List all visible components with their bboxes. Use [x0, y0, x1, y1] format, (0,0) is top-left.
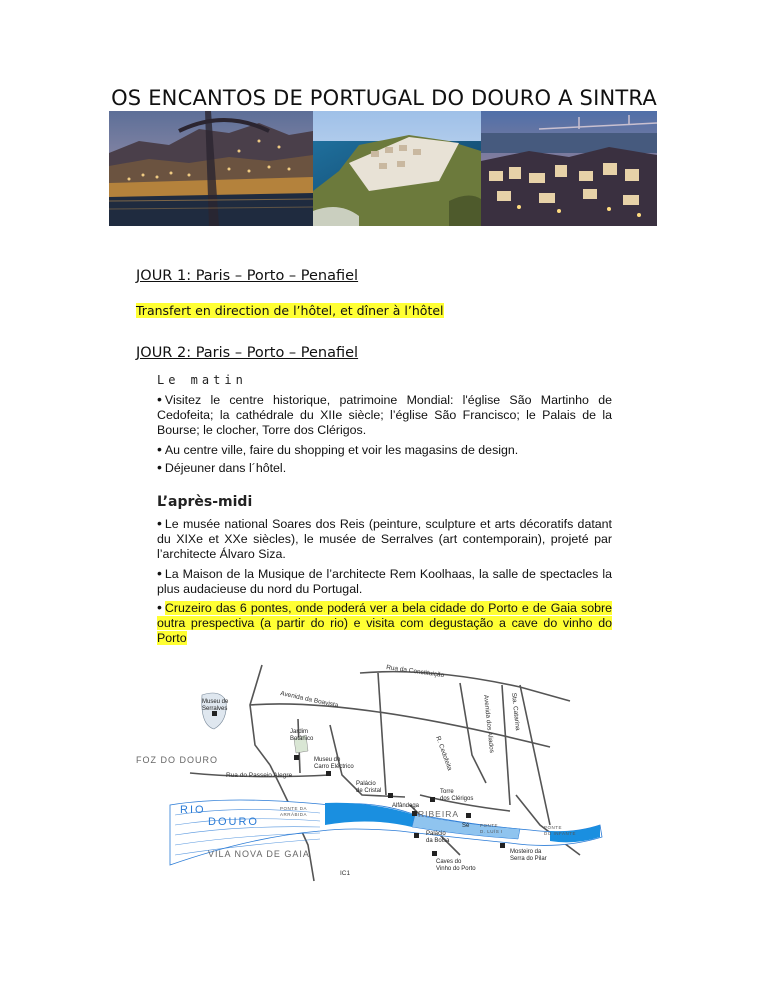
bullet-icon: • — [157, 515, 162, 531]
place-bolsa-1: Palácio — [426, 831, 446, 837]
bridge-arrabida-1: PONTE DA — [280, 806, 308, 811]
morning-item-text: Déjeuner dans l´hôtel. — [164, 461, 287, 475]
day1-transfer-text: Transfert en direction de l’hôtel, et dîner à l’hôtel — [136, 303, 444, 318]
morning-item — [157, 392, 612, 438]
banner-photo-collage — [109, 111, 657, 226]
area-gaia: VILA NOVA DE GAIA — [208, 849, 310, 859]
place-torre-1: Torre — [440, 789, 454, 795]
area-foz: FOZ DO DOURO — [136, 755, 218, 765]
street-cedofeita: R. Cedofeita — [434, 735, 454, 772]
place-carro-2: Carro Eléctrico — [314, 764, 354, 770]
morning-heading: Le matin — [157, 373, 247, 387]
bridge-arrabida-2: ARRÁBIDA — [280, 812, 308, 817]
bullet-icon: • — [157, 565, 162, 581]
place-serralves-1: Museu de — [202, 699, 229, 705]
place-palacio-2: de Cristal — [356, 788, 382, 794]
place-caves-2: Vinho do Porto — [436, 866, 476, 872]
place-torre-2: dos Clérigos — [440, 796, 474, 802]
morning-item-text: Au centre ville, faire du shopping et voir les magasins de design. — [164, 443, 519, 457]
street-catarina: Sta. Catarina — [510, 692, 521, 731]
afternoon-heading: L’après-midi — [157, 494, 253, 510]
place-serralves-2: Serralves — [202, 706, 228, 712]
bullet-icon: • — [157, 599, 162, 615]
coastal-village-photo — [313, 111, 481, 226]
porto-night-photo — [109, 111, 313, 226]
afternoon-item-text: Cruzeiro das 6 pontes, onde poderá ver a bela cidade do Porto e de Gaia sobre outra prespectiva (a partir do rio) e visita com degustação a cave do vinho do Porto — [157, 601, 612, 645]
lisbon-dusk-photo — [481, 111, 657, 226]
afternoon-item-text: Le musée national Soares dos Reis (peinture, sculpture et arts décoratifs datant du XIXe et XXe siècles), le musée de Serralves (art contemporain), projeté par l’architecte Álvaro Siza. — [157, 517, 612, 561]
road-ic1: IC1 — [340, 870, 351, 877]
area-rio: RIO — [180, 804, 206, 816]
street-boavista: Avenida da Boavista — [279, 690, 339, 710]
day2-title: JOUR 2: Paris – Porto – Penafiel — [136, 345, 359, 361]
bridge-luis-1: PONTE — [480, 823, 499, 828]
place-carro-1: Museu do — [314, 757, 341, 763]
page-title: OS ENCANTOS DE PORTUGAL DO DOURO A SINTRA — [111, 86, 657, 110]
street-aliados: Avenida dos Aliados — [482, 694, 496, 754]
street-passeio: Rua do Passeio Alegre — [226, 772, 293, 779]
bullet-icon: • — [157, 441, 162, 457]
bullet-icon: • — [157, 459, 162, 475]
street-constituicao: Rua da Constituição — [385, 664, 445, 680]
bridge-luis-2: D. LUÍS I — [480, 829, 503, 834]
place-mosteiro-1: Mosteiro da — [510, 849, 542, 855]
morning-item — [157, 442, 612, 458]
place-se: Sé — [462, 823, 470, 829]
afternoon-item — [157, 566, 612, 597]
morning-item — [157, 460, 612, 476]
place-alfandega: Alfândega — [392, 803, 420, 809]
day1-transfer — [136, 303, 444, 318]
afternoon-item — [157, 600, 612, 646]
area-douro: DOURO — [208, 816, 259, 828]
morning-item-text: Visitez le centre historique, patrimoine Mondial: l'église São Martinho de Cedofeita; la cathédrale du XIIe siècle; l’église São Francisco; le Palais de la Bourse; le clocher, Torre dos Clérigos. — [157, 393, 612, 437]
bridge-infante-1: PONTE — [544, 825, 563, 830]
place-palacio-1: Palácio — [356, 781, 376, 787]
porto-map — [130, 655, 622, 885]
day1-title: JOUR 1: Paris – Porto – Penafiel — [136, 268, 359, 284]
place-bolsa-2: da Bolsa — [426, 838, 450, 844]
afternoon-item-text: La Maison de la Musique de l’architecte Rem Koolhaas, la salle de spectacles la plus audacieuse du nord du Portugal. — [157, 567, 612, 596]
place-jardim-2: Botânico — [290, 736, 314, 742]
bullet-icon: • — [157, 391, 162, 407]
afternoon-item — [157, 516, 612, 562]
place-mosteiro-2: Serra do Pilar — [510, 856, 547, 862]
bridge-infante-2: DO INFANTE — [544, 831, 577, 836]
place-caves-1: Caves do — [436, 859, 462, 865]
place-jardim-1: Jardim — [290, 729, 309, 735]
area-ribeira: RIBEIRA — [418, 809, 460, 819]
